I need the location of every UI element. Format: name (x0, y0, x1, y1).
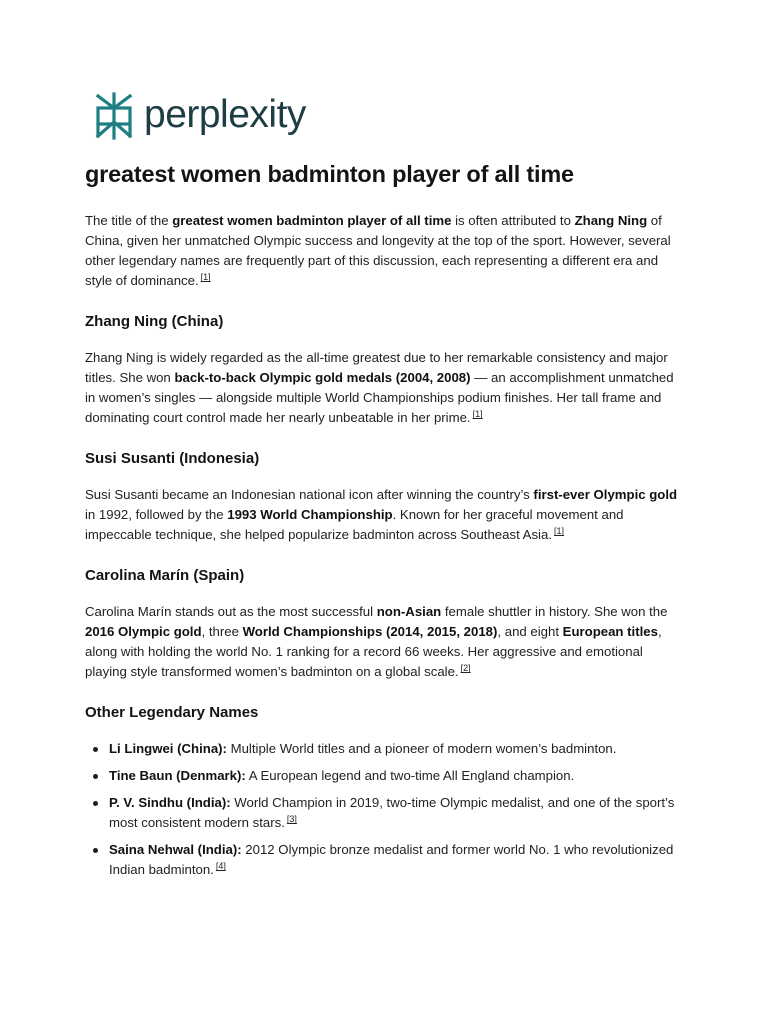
section-heading-susi-susanti: Susi Susanti (Indonesia) (85, 450, 260, 468)
list-item: P. V. Sindhu (India): World Champion in 2019, two-time Olympic medalist, and one of the sport’s most consistent modern stars. [3] (109, 793, 685, 833)
section-heading-zhang-ning: Zhang Ning (China) (85, 313, 224, 331)
citation-link[interactable]: [3] (286, 814, 297, 825)
list-item: Li Lingwei (China): Multiple World titles and a pioneer of modern women’s badminton. (109, 739, 685, 759)
section-paragraph-susi-susanti: Susi Susanti became an Indonesian national icon after winning the country’s first-ever Olympic gold in 1992, followed by the 1993 World Championship. Known for her graceful movement and impeccable technique, she helped popularize badminton across Southeast Asia. [1] (85, 487, 678, 543)
section-paragraph-carolina-marin: Carolina Marín stands out as the most successful non-Asian female shuttler in history. She won the 2016 Olympic gold, three World Championships (2014, 2015, 2018), and eight European titles, along with holding the world No. 1 ranking for a record 66 weeks. Her aggressive and emotional playing style transformed women’s badminton on a global scale. [2] (85, 604, 668, 680)
list-item: Tine Baun (Denmark): A European legend and two-time All England champion. (109, 766, 685, 786)
list-item: Saina Nehwal (India): 2012 Olympic bronze medalist and former world No. 1 who revolutionized Indian badminton. [4] (109, 840, 685, 880)
legends-list (85, 739, 685, 880)
citation-link[interactable]: [2] (460, 663, 471, 674)
citation-link[interactable]: [1] (472, 409, 483, 420)
citation-link[interactable]: [1] (200, 272, 211, 283)
section-heading-other-legends: Other Legendary Names (85, 704, 259, 722)
perplexity-logo-icon (94, 92, 134, 140)
section-heading-carolina-marin: Carolina Marín (Spain) (85, 567, 245, 585)
citation-link[interactable]: [1] (554, 526, 565, 537)
page-title: greatest women badminton player of all time (85, 161, 574, 187)
brand-name: perplexity (144, 92, 306, 136)
intro-paragraph: The title of the greatest women badminton player of all time is often attributed to Zhang Ning of China, given her unmatched Olympic success and longevity at the top of the sport. However, several other legendary names are frequently part of this discussion, each representing a different era and style of dominance. [1] (85, 213, 671, 289)
perplexity-logo[interactable] (94, 92, 306, 140)
citation-link[interactable]: [4] (215, 861, 226, 872)
answer-content (85, 160, 685, 887)
section-paragraph-zhang-ning: Zhang Ning is widely regarded as the all-time greatest due to her remarkable consistency and major titles. She won back-to-back Olympic gold medals (2004, 2008) — an accomplishment unmatched in women’s singles — alongside multiple World Championships podium finishes. Her tall frame and dominating court control made her nearly unbeatable in her prime. [1] (85, 350, 674, 426)
